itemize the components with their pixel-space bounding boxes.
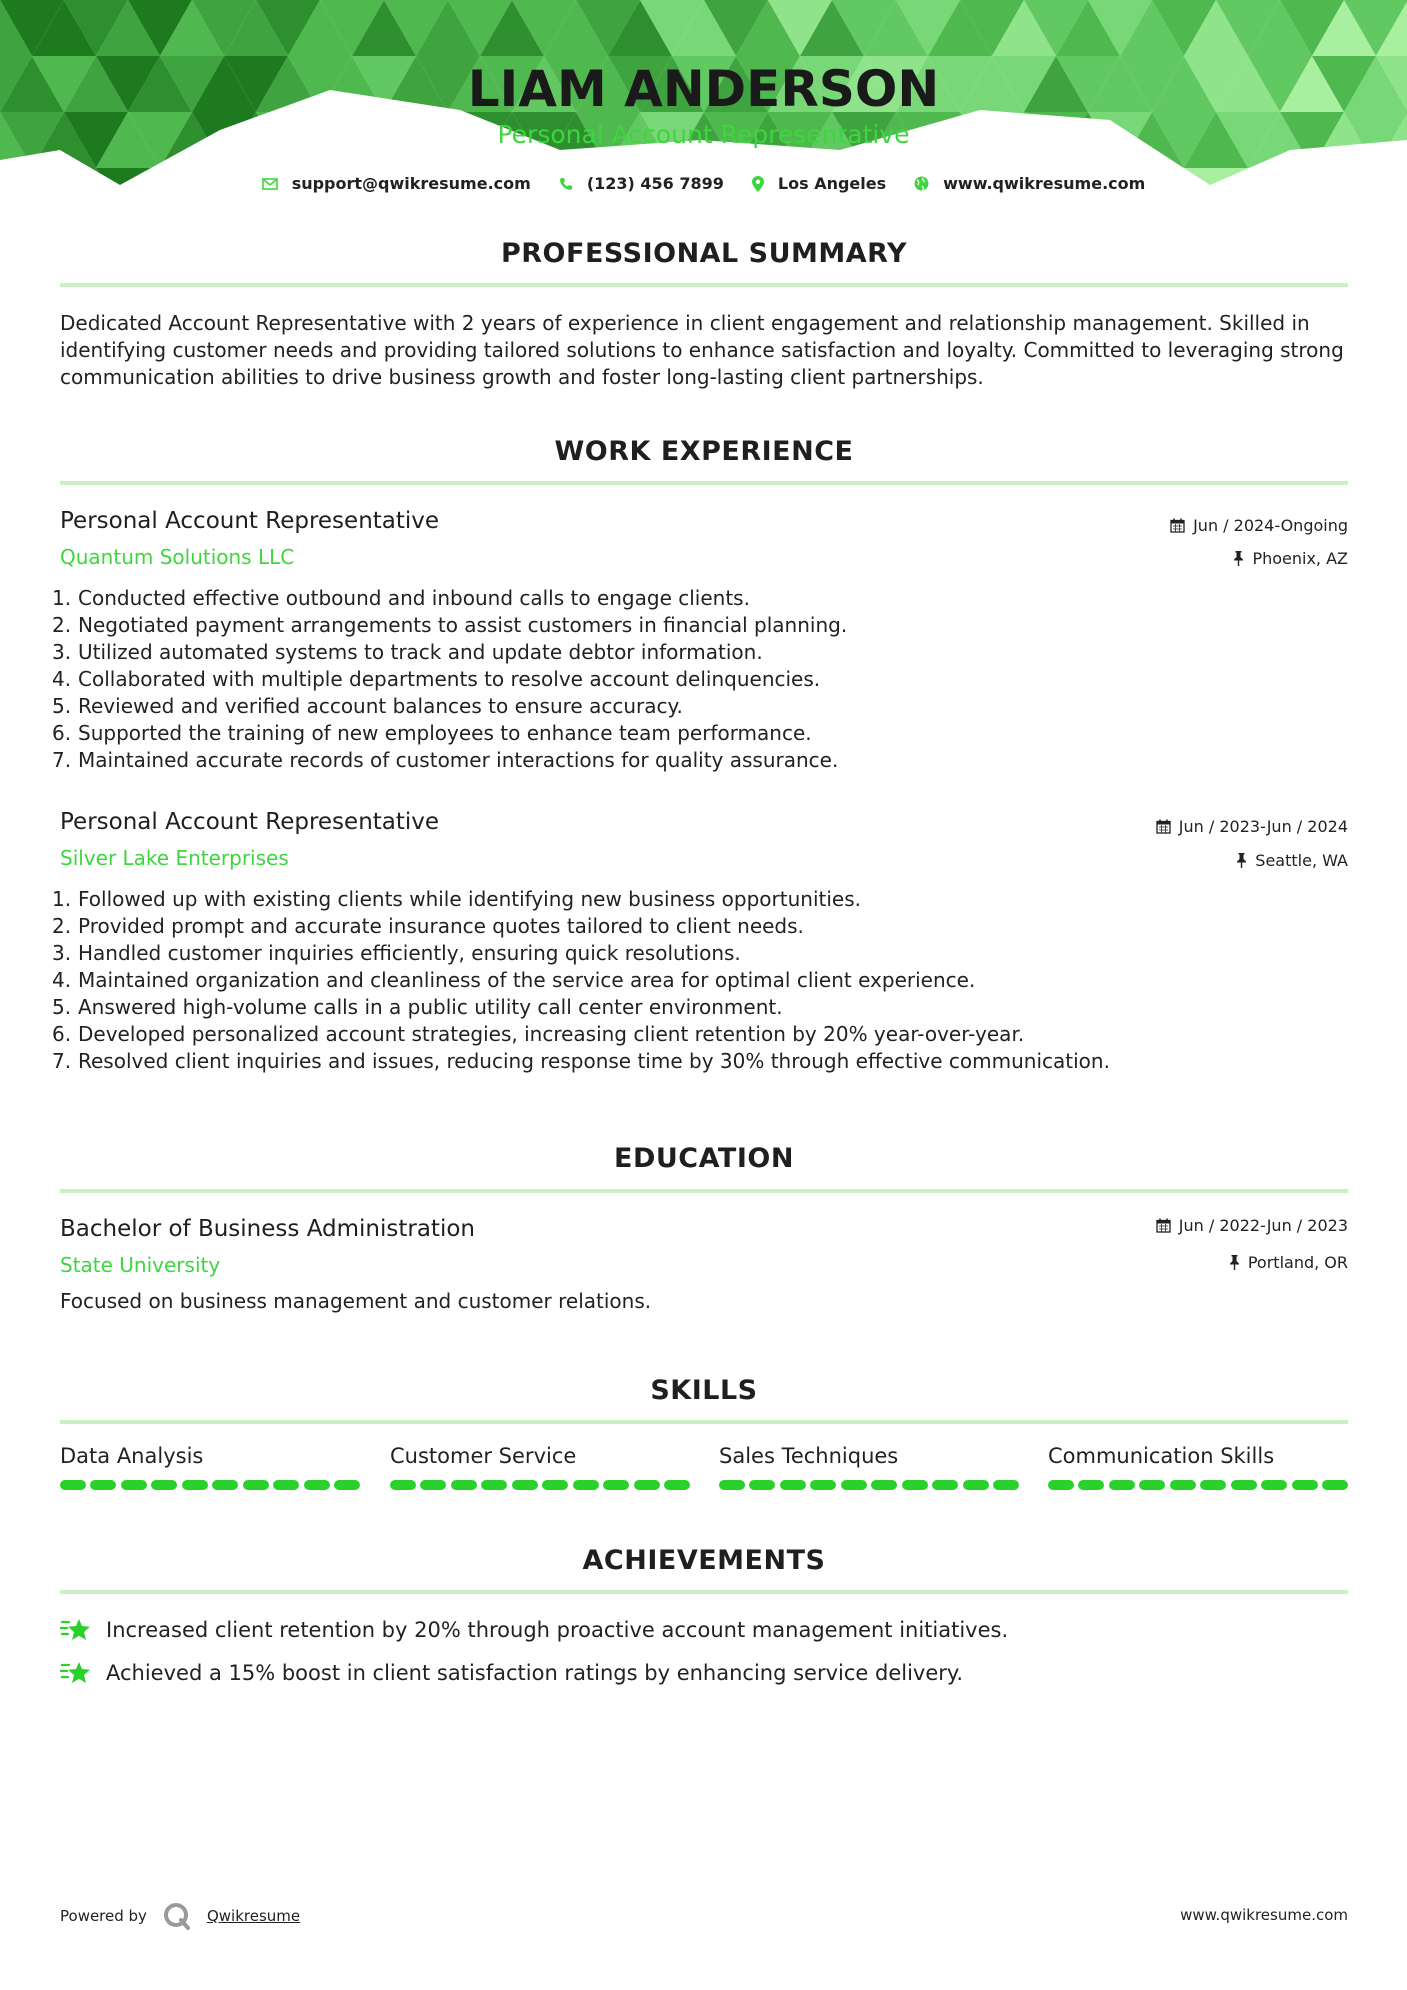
section-title-work: WORK EXPERIENCE xyxy=(554,436,854,467)
email-text: support@qwikresume.com xyxy=(291,174,531,193)
section-title-achievements: ACHIEVEMENTS xyxy=(582,1545,826,1576)
bullet-text: Supported the training of new employees to enhance team performance. xyxy=(78,721,812,745)
skill-item xyxy=(60,1444,360,1468)
qwikresume-logo-icon xyxy=(163,1902,193,1930)
summary-line: communication abilities to drive business growth and foster long-lasting client partnerships. xyxy=(60,365,984,389)
job-bullet-list xyxy=(52,886,1342,1075)
job-location-text: Phoenix, AZ xyxy=(1252,549,1348,568)
skill-level-segment xyxy=(810,1480,836,1490)
bullet-text: Conducted effective outbound and inbound calls to engage clients. xyxy=(78,586,750,610)
skill-level-segment xyxy=(90,1480,116,1490)
skill-level-segment xyxy=(390,1480,416,1490)
pushpin-icon xyxy=(1233,551,1244,566)
education-dates xyxy=(1156,1216,1348,1235)
calendar-icon xyxy=(1170,518,1185,533)
location-text: Los Angeles xyxy=(777,174,887,193)
skill-item xyxy=(1048,1444,1348,1468)
skill-level-segment xyxy=(121,1480,147,1490)
skill-level-segment xyxy=(634,1480,660,1490)
list-item: 3. Handled customer inquiries efficiently, ensuring quick resolutions. xyxy=(52,941,741,965)
skill-level-segment xyxy=(1139,1480,1165,1490)
education-location-text: Portland, OR xyxy=(1247,1253,1348,1272)
skill-name: Customer Service xyxy=(390,1444,577,1468)
bullet-text: Handled customer inquiries efficiently, ensuring quick resolutions. xyxy=(78,941,741,965)
list-item: 3. Utilized automated systems to track and update debtor information. xyxy=(52,640,763,664)
skill-level-segment xyxy=(334,1480,360,1490)
list-item: 6. Supported the training of new employees to enhance team performance. xyxy=(52,721,812,745)
job-dates-text: Jun / 2023-Jun / 2024 xyxy=(1178,817,1348,836)
skill-level-bar xyxy=(1048,1480,1348,1490)
skill-name: Data Analysis xyxy=(60,1444,204,1468)
skill-level-segment xyxy=(664,1480,690,1490)
skill-level-bar xyxy=(60,1480,360,1490)
summary-line: Dedicated Account Representative with 2 years of experience in client engagement and relationship management. Skilled in xyxy=(60,311,1310,335)
brand-link[interactable]: Qwikresume xyxy=(206,1907,301,1925)
job-dates xyxy=(1170,516,1348,535)
skill-level-segment xyxy=(932,1480,958,1490)
achievement-text: Increased client retention by 20% through proactive account management initiatives. xyxy=(106,1618,1009,1642)
skill-level-segment xyxy=(603,1480,629,1490)
contact-website[interactable] xyxy=(914,174,1145,193)
footer-website[interactable]: www.qwikresume.com xyxy=(1180,1906,1348,1924)
calendar-icon xyxy=(1156,819,1171,834)
skill-level-segment xyxy=(780,1480,806,1490)
list-item: 5. Answered high-volume calls in a public utility call center environment. xyxy=(52,995,783,1019)
bullet-text: Answered high-volume calls in a public utility call center environment. xyxy=(78,995,783,1019)
company-name: Silver Lake Enterprises xyxy=(60,846,289,870)
powered-by-text: Powered by xyxy=(60,1907,147,1925)
bullet-text: Provided prompt and accurate insurance quotes tailored to client needs. xyxy=(78,914,804,938)
skill-level-segment xyxy=(841,1480,867,1490)
skill-item xyxy=(390,1444,690,1468)
skill-level-segment xyxy=(1261,1480,1287,1490)
skill-level-segment xyxy=(304,1480,330,1490)
skill-level-segment xyxy=(60,1480,86,1490)
skill-level-segment xyxy=(182,1480,208,1490)
envelope-icon xyxy=(262,178,278,190)
bullet-text: Maintained organization and cleanliness of the service area for optimal client experience. xyxy=(78,968,976,992)
summary-line: identifying customer needs and providing tailored solutions to enhance satisfaction and loyalty. Committed to leveraging strong xyxy=(60,338,1344,362)
pushpin-icon xyxy=(1236,853,1247,868)
skill-level-segment xyxy=(993,1480,1019,1490)
job-bullet-list xyxy=(52,585,1342,774)
skill-level-segment xyxy=(212,1480,238,1490)
skill-name: Sales Techniques xyxy=(719,1444,899,1468)
list-item: 1. Followed up with existing clients while identifying new business opportunities. xyxy=(52,887,861,911)
skill-level-segment xyxy=(542,1480,568,1490)
skill-level-segment xyxy=(243,1480,269,1490)
contact-email[interactable] xyxy=(262,174,531,193)
job-location xyxy=(1233,549,1348,568)
skill-level-segment xyxy=(1170,1480,1196,1490)
company-name: Quantum Solutions LLC xyxy=(60,545,295,569)
job-location-text: Seattle, WA xyxy=(1255,851,1348,870)
contact-bar xyxy=(0,174,1407,193)
achievement-text: Achieved a 15% boost in client satisfaction ratings by enhancing service delivery. xyxy=(106,1661,964,1685)
bullet-text: Resolved client inquiries and issues, reducing response time by 30% through effective communication. xyxy=(78,1049,1110,1073)
skill-level-segment xyxy=(1200,1480,1226,1490)
bullet-text: Utilized automated systems to track and update debtor information. xyxy=(78,640,763,664)
section-title-education: EDUCATION xyxy=(614,1143,794,1174)
bullet-text: Followed up with existing clients while identifying new business opportunities. xyxy=(78,887,861,911)
section-rule xyxy=(60,481,1348,485)
calendar-icon xyxy=(1156,1218,1171,1233)
skill-level-segment xyxy=(1078,1480,1104,1490)
skill-level-segment xyxy=(1322,1480,1348,1490)
summary-text xyxy=(60,310,1350,391)
job-title: Personal Account Representative xyxy=(60,809,440,835)
bullet-text: Reviewed and verified account balances to ensure accuracy. xyxy=(78,694,683,718)
star-achievement-icon xyxy=(60,1659,92,1687)
list-item: 4. Maintained organization and cleanliness of the service area for optimal client experience. xyxy=(52,968,976,992)
achievement-item xyxy=(60,1616,1008,1644)
skill-level-segment xyxy=(273,1480,299,1490)
skill-name: Communication Skills xyxy=(1048,1444,1275,1468)
list-item: 7. Resolved client inquiries and issues, reducing response time by 30% through effective communication. xyxy=(52,1049,1110,1073)
skill-level-segment xyxy=(1231,1480,1257,1490)
bullet-text: Maintained accurate records of customer interactions for quality assurance. xyxy=(78,748,839,772)
map-pin-icon xyxy=(752,176,764,192)
footer-powered-by xyxy=(60,1902,300,1930)
section-title-summary: PROFESSIONAL SUMMARY xyxy=(500,238,908,269)
skill-level-segment xyxy=(512,1480,538,1490)
skill-item xyxy=(719,1444,1019,1468)
list-item: 1. Conducted effective outbound and inbound calls to engage clients. xyxy=(52,586,750,610)
skill-level-segment xyxy=(481,1480,507,1490)
skill-level-segment xyxy=(451,1480,477,1490)
section-rule xyxy=(60,1420,1348,1424)
globe-icon xyxy=(914,176,929,191)
phone-icon xyxy=(559,177,573,191)
skill-level-segment xyxy=(151,1480,177,1490)
job-title: Personal Account Representative xyxy=(60,508,440,534)
list-item: 2. Provided prompt and accurate insurance quotes tailored to client needs. xyxy=(52,914,804,938)
bullet-text: Developed personalized account strategies, increasing client retention by 20% year-over-year. xyxy=(78,1022,1025,1046)
job-dates xyxy=(1156,817,1348,836)
star-achievement-icon xyxy=(60,1616,92,1644)
section-title-skills: SKILLS xyxy=(650,1375,758,1406)
skill-level-segment xyxy=(1109,1480,1135,1490)
skill-level-segment xyxy=(963,1480,989,1490)
skill-level-segment xyxy=(1292,1480,1318,1490)
section-rule xyxy=(60,1590,1348,1594)
list-item: 5. Reviewed and verified account balances to ensure accuracy. xyxy=(52,694,683,718)
list-item: 7. Maintained accurate records of customer interactions for quality assurance. xyxy=(52,748,839,772)
skill-level-bar xyxy=(719,1480,1019,1490)
skill-level-segment xyxy=(1048,1480,1074,1490)
skill-level-segment xyxy=(719,1480,745,1490)
skill-level-segment xyxy=(420,1480,446,1490)
phone-text: (123) 456 7899 xyxy=(586,174,724,193)
skill-level-segment xyxy=(573,1480,599,1490)
education-location xyxy=(1229,1253,1348,1272)
skill-level-segment xyxy=(749,1480,775,1490)
candidate-title: Personal Account Representative xyxy=(497,120,910,149)
pushpin-icon xyxy=(1229,1255,1240,1270)
job-location xyxy=(1236,851,1348,870)
skill-level-bar xyxy=(390,1480,690,1490)
section-rule xyxy=(60,283,1348,287)
contact-phone[interactable] xyxy=(559,174,724,193)
achievement-item xyxy=(60,1659,963,1687)
education-description: Focused on business management and customer relations. xyxy=(60,1289,652,1313)
contact-location xyxy=(752,174,886,193)
school-name: State University xyxy=(60,1253,221,1277)
list-item: 2. Negotiated payment arrangements to assist customers in financial planning. xyxy=(52,613,848,637)
section-rule xyxy=(60,1189,1348,1193)
bullet-text: Collaborated with multiple departments to resolve account delinquencies. xyxy=(78,667,821,691)
list-item: 4. Collaborated with multiple departments to resolve account delinquencies. xyxy=(52,667,821,691)
list-item: 6. Developed personalized account strategies, increasing client retention by 20% year-over-year. xyxy=(52,1022,1025,1046)
job-dates-text: Jun / 2024-Ongoing xyxy=(1193,516,1348,535)
skill-level-segment xyxy=(871,1480,897,1490)
degree-title: Bachelor of Business Administration xyxy=(60,1216,475,1242)
bullet-text: Negotiated payment arrangements to assist customers in financial planning. xyxy=(78,613,848,637)
skill-level-segment xyxy=(902,1480,928,1490)
website-text: www.qwikresume.com xyxy=(943,174,1146,193)
education-dates-text: Jun / 2022-Jun / 2023 xyxy=(1178,1216,1348,1235)
candidate-name: LIAM ANDERSON xyxy=(467,60,940,118)
